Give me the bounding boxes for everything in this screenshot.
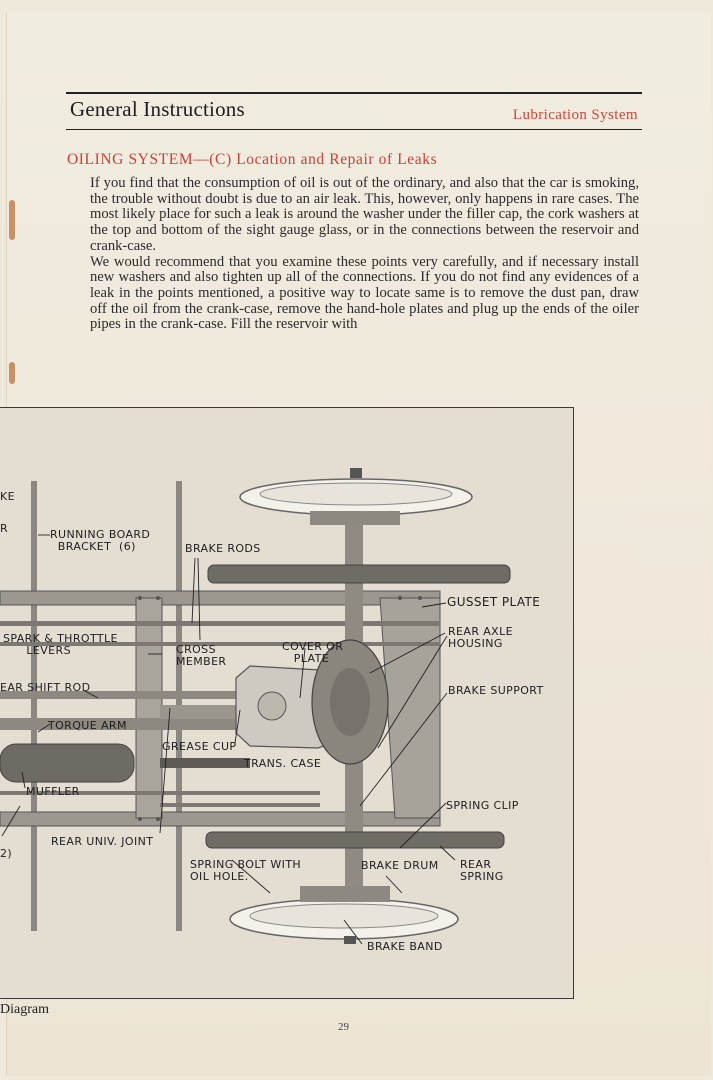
label-grease-cup: GREASE CUP xyxy=(162,740,237,753)
label-muffler: MUFFLER xyxy=(26,785,80,798)
header-top-rule xyxy=(66,92,642,94)
running-header-title: General Instructions xyxy=(70,97,245,121)
label-brake-band: BRAKE BAND xyxy=(367,940,443,953)
label-r: R xyxy=(0,522,9,535)
label-running-board-bracket: RUNNING BOARD BRACKET (6) xyxy=(50,528,151,553)
label-rear-univ-joint: REAR UNIV. JOINT xyxy=(51,835,154,848)
label-rear-spring: REAR SPRING xyxy=(460,858,504,883)
body-text xyxy=(90,176,639,333)
label-ke: KE xyxy=(0,490,15,503)
label-cover-plate: COVER OR PLATE xyxy=(282,640,344,665)
chassis-illustration xyxy=(0,408,573,998)
label-spark-throttle-levers: SPARK & THROTTLE LEVERS xyxy=(3,632,118,657)
label-brake-drum: BRAKE DRUM xyxy=(361,859,439,872)
label-spring-clip: SPRING CLIP xyxy=(446,799,519,812)
running-header-section: Lubrication System xyxy=(512,107,638,123)
label-gear-shift-rod: EAR SHIFT ROD xyxy=(0,681,91,694)
chassis-diagram-figure xyxy=(0,407,574,999)
label-brake-rods: BRAKE RODS xyxy=(185,542,261,555)
paragraph-1: If you find that the consumption of oil is out of the ordinary, and also that the car is smoking, the trouble without doubt is due to an air leak. This, however, only happens in rare cases. The most likely place for such a leak is around the washer under the filler cap, the cork washers at the top and bottom of the sight gauge glass, or in the connections between the reservoir and crank-case. xyxy=(90,175,639,254)
label-gusset-plate: GUSSET PLATE xyxy=(447,595,541,609)
paragraph-2: We would recommend that you examine these points very carefully, and if necessary install new washers and also tighten up all of the connections. If you do not find any evidences of a leak in the points mentioned, a positive way to locate same is to remove the dust pan, draw off the oil from the crank-case, remove the hand-hole plates and plug up the ends of the oiler pipes in the crank-case. Fill the reservoir with xyxy=(90,253,639,333)
section-heading: OILING SYSTEM—(C) Location and Repair of Leaks xyxy=(67,151,438,168)
header-bottom-rule xyxy=(66,129,642,130)
label-two: 2) xyxy=(0,847,13,860)
label-spring-bolt-oil-hole: SPRING BOLT WITH OIL HOLE. xyxy=(190,858,302,883)
label-torque-arm: TORQUE ARM xyxy=(48,719,127,732)
label-cross-member: CROSS MEMBER xyxy=(176,643,227,668)
label-rear-axle-housing: REAR AXLE HOUSING xyxy=(448,625,513,650)
label-trans-case: TRANS. CASE xyxy=(244,757,322,770)
page-number: 29 xyxy=(338,1021,349,1033)
figure-caption: Diagram xyxy=(0,1002,49,1017)
label-brake-support: BRAKE SUPPORT xyxy=(448,684,544,697)
